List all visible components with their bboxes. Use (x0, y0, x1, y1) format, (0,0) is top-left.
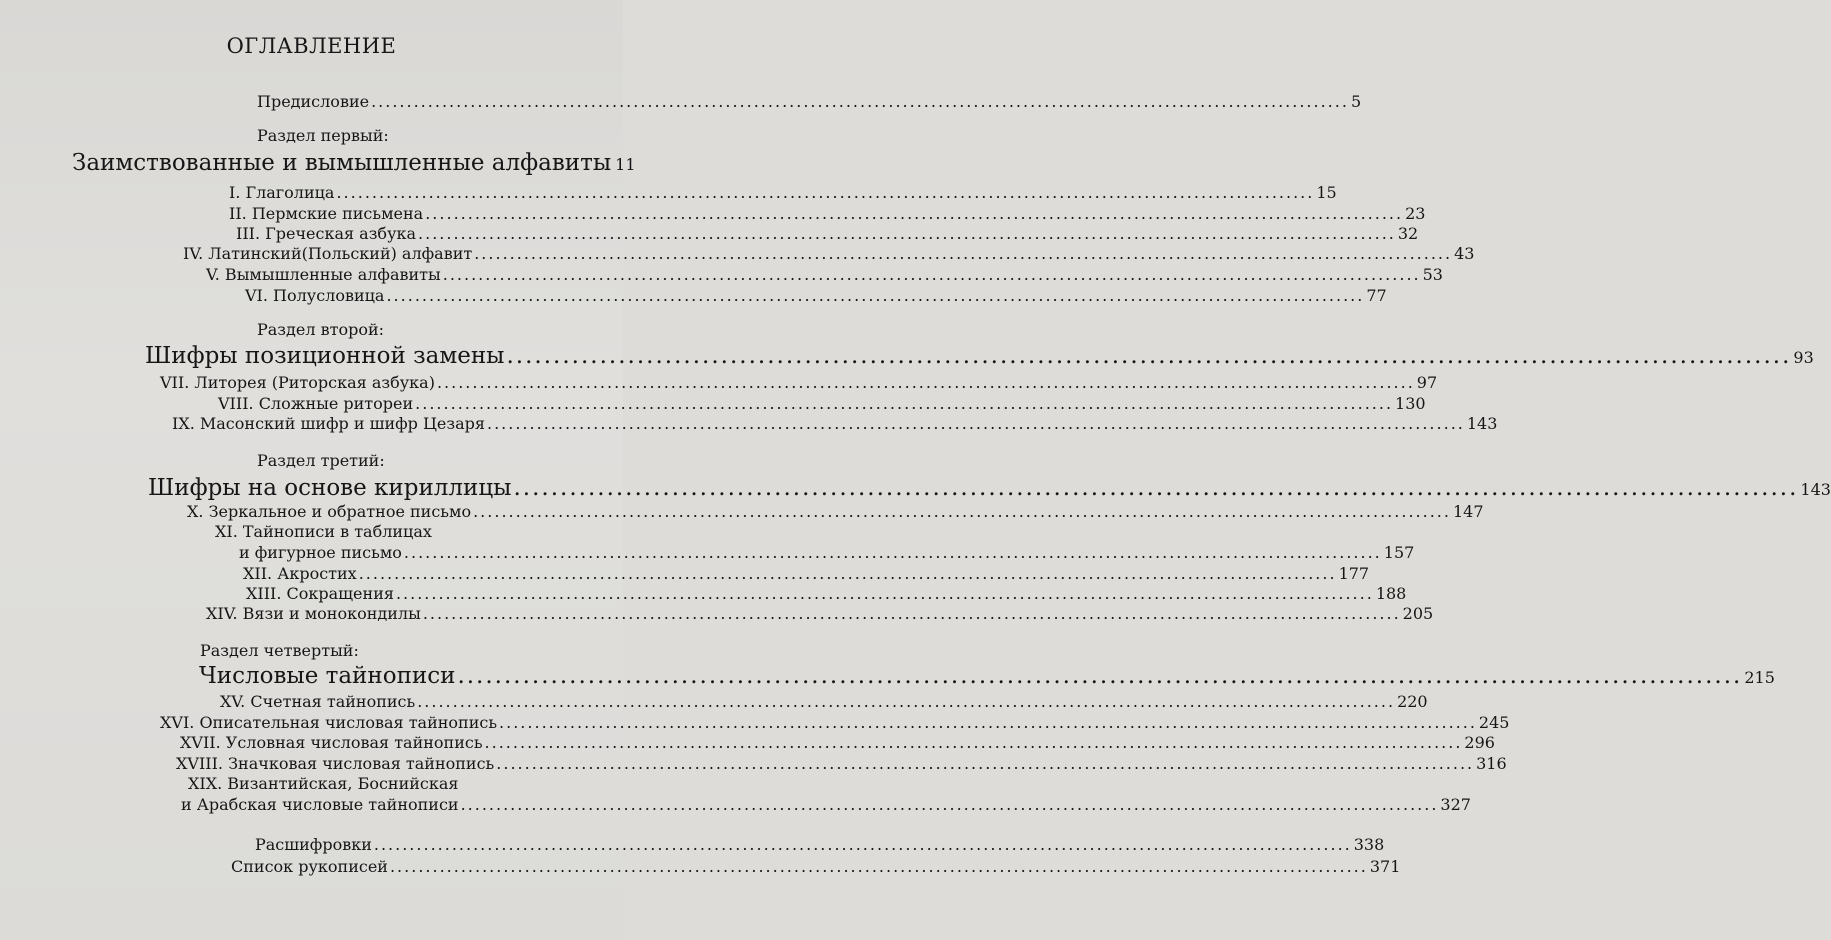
dot-leader (418, 224, 1396, 243)
toc-entry-label: IV. Латинский(Польский) алфавит (183, 244, 473, 263)
toc-entry-label: XI. Тайнописи в таблицах (215, 522, 432, 541)
section-page: 93 (1793, 348, 1814, 367)
toc-entry (172, 414, 1498, 433)
toc-entry-label: VII. Литорея (Риторская азбука) (160, 373, 435, 392)
toc-entry-manuscripts (231, 857, 1401, 876)
toc-entry-page: 157 (1383, 543, 1415, 562)
toc-entry (206, 265, 1443, 284)
toc-entry-page: 220 (1397, 692, 1428, 711)
dot-leader (359, 564, 1337, 583)
toc-entry-label: VIII. Сложные ритореи (218, 394, 414, 413)
dot-leader (374, 835, 1352, 854)
toc-entry-page: 77 (1366, 286, 1387, 305)
toc-entry-page: 147 (1452, 502, 1484, 521)
toc-entry-page: 5 (1350, 92, 1362, 111)
toc-entry-label: XIV. Вязи и монокондилы (206, 604, 421, 623)
toc-entry-label: XVI. Описательная числовая тайнопись (160, 713, 498, 732)
toc-entry-decryptions (255, 835, 1385, 854)
section-page: 143 (1800, 480, 1831, 499)
section-title: Шифры позиционной замены (145, 343, 505, 369)
toc-entry-label: XV. Счетная тайнопись (220, 692, 416, 711)
toc-entry-page: 296 (1464, 733, 1495, 752)
toc-entry-page: 43 (1454, 244, 1475, 263)
toc-entry (220, 692, 1428, 711)
section-page: 215 (1744, 668, 1775, 687)
dot-leader (461, 795, 1439, 814)
toc-entry-label: Расшифровки (255, 835, 372, 854)
toc-entry (239, 543, 1415, 562)
toc-entry-label: Список рукописей (231, 857, 388, 876)
section-page: 11 (615, 155, 636, 174)
dot-leader (396, 584, 1374, 603)
toc-entry-page: 177 (1338, 564, 1370, 583)
dot-leader (425, 204, 1403, 223)
toc-entry-page: 130 (1395, 394, 1426, 413)
section-title: Заимствованные и вымышленные алфавиты (72, 150, 612, 176)
toc-entry (218, 394, 1426, 413)
dot-leader (404, 543, 1382, 562)
dot-leader (386, 286, 1364, 305)
dot-leader (473, 502, 1451, 521)
toc-entry (206, 604, 1434, 623)
section-heading: Раздел первый: (257, 126, 389, 145)
toc-entry-label: II. Пермские письмена (229, 204, 424, 223)
dot-leader (496, 754, 1474, 773)
dot-leader (415, 394, 1393, 413)
toc-entry (180, 733, 1495, 752)
toc-entry (187, 502, 1484, 521)
toc-entry-label: XVIII. Значковая числовая тайнопись (176, 754, 495, 773)
toc-entry (160, 713, 1510, 732)
toc-entry-label: IX. Масонский шифр и шифр Цезаря (172, 414, 485, 433)
dot-leader (336, 183, 1314, 202)
toc-entry (243, 564, 1370, 583)
dot-leader (485, 733, 1463, 752)
toc-entry (236, 224, 1419, 243)
toc-entry (183, 244, 1475, 263)
toc-entry-label: X. Зеркальное и обратное письмо (187, 502, 472, 521)
toc-entry-label: Предисловие (257, 92, 370, 111)
section-heading: Раздел четвертый: (200, 641, 359, 660)
toc-entry (181, 795, 1471, 814)
section-title-entry (72, 150, 636, 176)
dot-leader (443, 265, 1421, 284)
section-title-entry (199, 663, 1775, 689)
toc-entry-label: XII. Акростих (243, 564, 357, 583)
dot-leader (423, 604, 1401, 623)
toc-entry-label: XVII. Условная числовая тайнопись (180, 733, 483, 752)
toc-entry-page: 327 (1440, 795, 1471, 814)
section-heading: Раздел второй: (257, 320, 385, 339)
toc-entry (176, 754, 1507, 773)
toc-entry-label-continued: и фигурное письмо (239, 543, 402, 562)
toc-entry-preface (257, 92, 1362, 111)
toc-entry-label: I. Глаголица (229, 183, 335, 202)
dot-leader (371, 92, 1349, 111)
toc-entry-page: 205 (1402, 604, 1434, 623)
toc-entry-label: XIII. Сокращения (246, 584, 394, 603)
toc-entry-page: 97 (1416, 373, 1438, 392)
toc-entry-label-continued: и Арабская числовые тайнописи (181, 795, 459, 814)
toc-title: ОГЛАВЛЕНИЕ (226, 34, 397, 58)
dot-leader (390, 857, 1368, 876)
dot-leader (437, 373, 1415, 392)
toc-entry-page: 53 (1422, 265, 1443, 284)
section-title: Шифры на основе кириллицы (148, 475, 512, 501)
section-heading: Раздел третий: (257, 451, 385, 470)
toc-entry (229, 183, 1337, 202)
toc-entry-page: 371 (1369, 857, 1401, 876)
toc-entry (245, 286, 1387, 305)
dot-leader (457, 663, 1742, 689)
toc-entry-label: XIX. Византийская, Боснийская (188, 774, 459, 793)
toc-entry (229, 204, 1426, 223)
toc-entry-page: 316 (1476, 754, 1507, 773)
dot-leader (487, 414, 1465, 433)
toc-entry-label: III. Греческая азбука (236, 224, 417, 243)
section-title: Числовые тайнописи (199, 663, 456, 689)
dot-leader (513, 475, 1798, 501)
toc-entry (246, 584, 1407, 603)
toc-entry-label: V. Вымышленные алфавиты (206, 265, 441, 284)
toc-entry-page: 245 (1478, 713, 1510, 732)
dot-leader (417, 692, 1395, 711)
section-title-entry (148, 475, 1831, 501)
toc-entry-label: VI. Полусловица (245, 286, 385, 305)
dot-leader (499, 713, 1477, 732)
toc-entry-page: 188 (1375, 584, 1407, 603)
dot-leader (506, 343, 1791, 369)
toc-entry-page: 15 (1316, 183, 1337, 202)
toc-entry-page: 32 (1397, 224, 1419, 243)
toc-entry-page: 338 (1353, 835, 1385, 854)
dot-leader (474, 244, 1452, 263)
toc-entry-page: 23 (1405, 204, 1426, 223)
toc-entry (160, 373, 1438, 392)
toc-entry-page: 143 (1466, 414, 1498, 433)
section-title-entry (145, 343, 1814, 369)
